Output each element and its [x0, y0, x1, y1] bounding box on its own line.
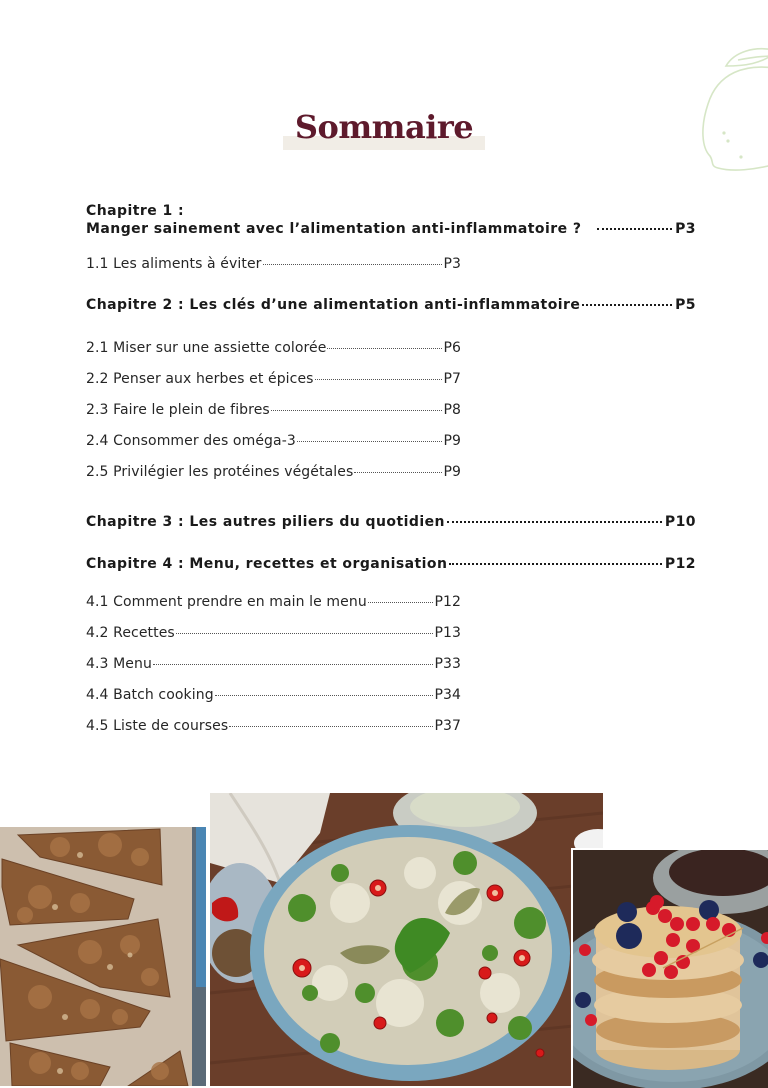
- toc-entry-4-1[interactable]: [86, 594, 461, 610]
- dot-leader: [447, 521, 662, 523]
- section-page: P3: [443, 256, 461, 272]
- dot-leader: [229, 726, 433, 727]
- dot-leader: [368, 602, 434, 603]
- toc-entry-2-2[interactable]: [86, 371, 461, 387]
- chapter-1-title: Manger sainement avec l’alimentation anti-inflammatoire ?: [86, 221, 582, 237]
- toc-entry-2-3[interactable]: [86, 402, 461, 418]
- photo-pancakes: [571, 848, 768, 1088]
- section-page: P12: [434, 594, 461, 610]
- toc-entry-2-4[interactable]: [86, 433, 461, 449]
- title-block: [283, 103, 485, 151]
- section-page: P9: [443, 433, 461, 449]
- section-page: P34: [434, 687, 461, 703]
- toc-entry-2-5[interactable]: [86, 464, 461, 480]
- chapter-1-page: P3: [675, 221, 696, 237]
- chapter-4-title: Chapitre 4 : Menu, recettes et organisation: [86, 556, 448, 572]
- toc-entry-4-3[interactable]: [86, 656, 461, 672]
- dot-leader: [582, 304, 672, 306]
- dot-leader: [327, 348, 442, 349]
- dot-leader: [215, 695, 434, 696]
- section-page: P33: [434, 656, 461, 672]
- dot-leader: [297, 441, 443, 442]
- section-page: P13: [434, 625, 461, 641]
- toc-entry-chapter-4[interactable]: [86, 556, 696, 572]
- section-title: 4.4 Batch cooking: [86, 687, 214, 703]
- dot-leader: [354, 472, 442, 473]
- toc-entry-1-1[interactable]: [86, 256, 461, 272]
- toc-entry-chapter-2[interactable]: [86, 297, 696, 313]
- section-page: P37: [434, 718, 461, 734]
- dot-leader: [263, 264, 443, 265]
- toc-entry-2-1[interactable]: [86, 340, 461, 356]
- dot-leader: [315, 379, 443, 380]
- dot-leader: [176, 633, 434, 634]
- chapter-3-page: P10: [664, 514, 696, 530]
- section-title: 4.3 Menu: [86, 656, 152, 672]
- chapter-2-title: Chapitre 2 : Les clés d’une alimentation anti-inflammatoire: [86, 297, 581, 313]
- chapter-1-label: Chapitre 1 :: [86, 203, 185, 219]
- dot-leader: [153, 664, 433, 665]
- dot-leader: [449, 563, 661, 565]
- section-page: P7: [443, 371, 461, 387]
- section-title: 4.1 Comment prendre en main le menu: [86, 594, 367, 610]
- toc-entry-chapter-3[interactable]: [86, 514, 696, 530]
- chapter-2-page: P5: [675, 297, 696, 313]
- chapter-3-title: Chapitre 3 : Les autres piliers du quotidien: [86, 514, 445, 530]
- photo-crumble-tart: [0, 827, 206, 1086]
- dot-leader: [271, 410, 443, 411]
- section-title: 4.5 Liste de courses: [86, 718, 229, 734]
- section-title: 1.1 Les aliments à éviter: [86, 256, 262, 272]
- chapter-4-page: P12: [664, 556, 696, 572]
- page-title: Sommaire: [294, 108, 474, 146]
- toc-entry-chapter-1[interactable]: [86, 221, 696, 237]
- section-title: 2.1 Miser sur une assiette colorée: [86, 340, 327, 356]
- dot-leader: [597, 228, 672, 230]
- section-title: 2.5 Privilégier les protéines végétales: [86, 464, 354, 480]
- section-page: P6: [443, 340, 461, 356]
- toc-entry-4-4[interactable]: [86, 687, 461, 703]
- toc-entry-4-5[interactable]: [86, 718, 461, 734]
- section-title: 2.4 Consommer des oméga-3: [86, 433, 296, 449]
- lemon-outline-icon: [696, 44, 768, 174]
- section-title: 4.2 Recettes: [86, 625, 175, 641]
- section-title: 2.3 Faire le plein de fibres: [86, 402, 270, 418]
- photo-rice-bowl: [210, 793, 603, 1086]
- section-title: 2.2 Penser aux herbes et épices: [86, 371, 314, 387]
- section-page: P9: [443, 464, 461, 480]
- toc-entry-4-2[interactable]: [86, 625, 461, 641]
- section-page: P8: [443, 402, 461, 418]
